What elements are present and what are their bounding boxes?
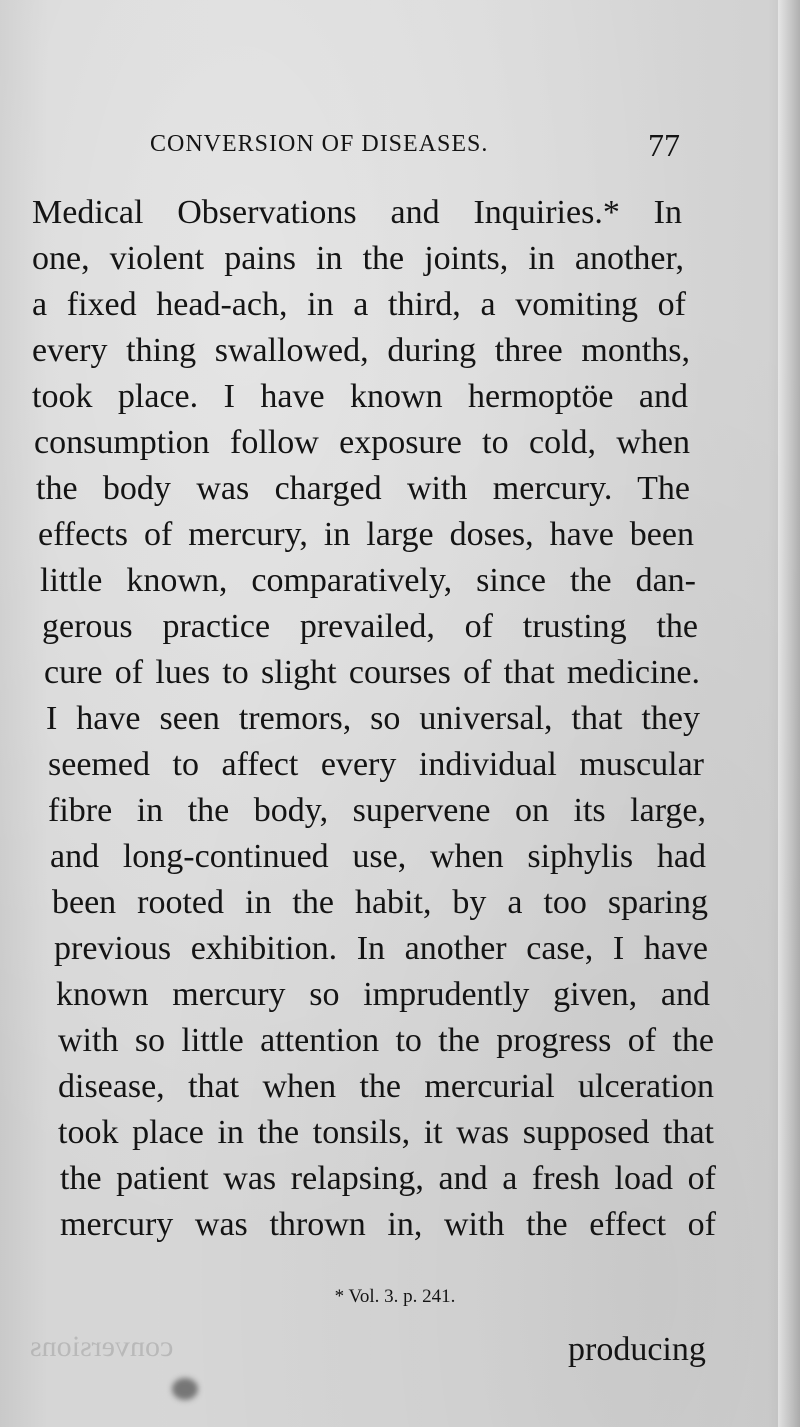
text-line: one, violent pains in the joints, in another, xyxy=(32,240,684,277)
footnote: * Vol. 3. p. 241. xyxy=(334,1286,456,1307)
text-line: with so little attention to the progress of the xyxy=(58,1022,714,1059)
ink-smudge xyxy=(172,1378,198,1400)
text-line: took place in the tonsils, it was supposed that xyxy=(58,1114,714,1151)
text-line: previous exhibition. In another case, I have xyxy=(54,930,708,967)
text-line: I have seen tremors, so universal, that they xyxy=(46,700,700,737)
text-line: the patient was relapsing, and a fresh load of xyxy=(60,1160,716,1197)
text-line: took place. I have known hermoptöe and xyxy=(32,378,688,415)
page-header xyxy=(150,127,680,167)
text-line: disease, that when the mercurial ulceration xyxy=(58,1068,714,1105)
text-line: known mercury so imprudently given, and xyxy=(56,976,710,1013)
text-line: little known, comparatively, since the dan- xyxy=(40,562,696,599)
catchword: producing xyxy=(568,1331,706,1368)
text-line: cure of lues to slight courses of that medicine. xyxy=(44,654,700,691)
page-edge-shadow xyxy=(778,0,800,1427)
text-line: consumption follow exposure to cold, when xyxy=(34,424,690,461)
text-line: mercury was thrown in, with the effect of xyxy=(60,1206,716,1243)
text-line: and long-continued use, when siphylis had xyxy=(50,838,706,875)
text-line: fibre in the body, supervene on its large, xyxy=(48,792,706,829)
text-line: Medical Observations and Inquiries.* In xyxy=(32,194,682,231)
text-line: effects of mercury, in large doses, have been xyxy=(38,516,694,553)
text-line: been rooted in the habit, by a too sparing xyxy=(52,884,708,921)
page-number: 77 xyxy=(648,127,680,163)
text-line: gerous practice prevailed, of trusting the xyxy=(42,608,698,645)
running-head: CONVERSION OF DISEASES. xyxy=(150,131,489,157)
text-line: the body was charged with mercury. The xyxy=(36,470,690,507)
text-line: seemed to affect every individual muscular xyxy=(48,746,704,783)
text-line: a fixed head-ach, in a third, a vomiting of xyxy=(32,286,686,323)
bleed-through-text: conversions xyxy=(30,1330,174,1363)
text-line: every thing swallowed, during three months, xyxy=(32,332,690,369)
